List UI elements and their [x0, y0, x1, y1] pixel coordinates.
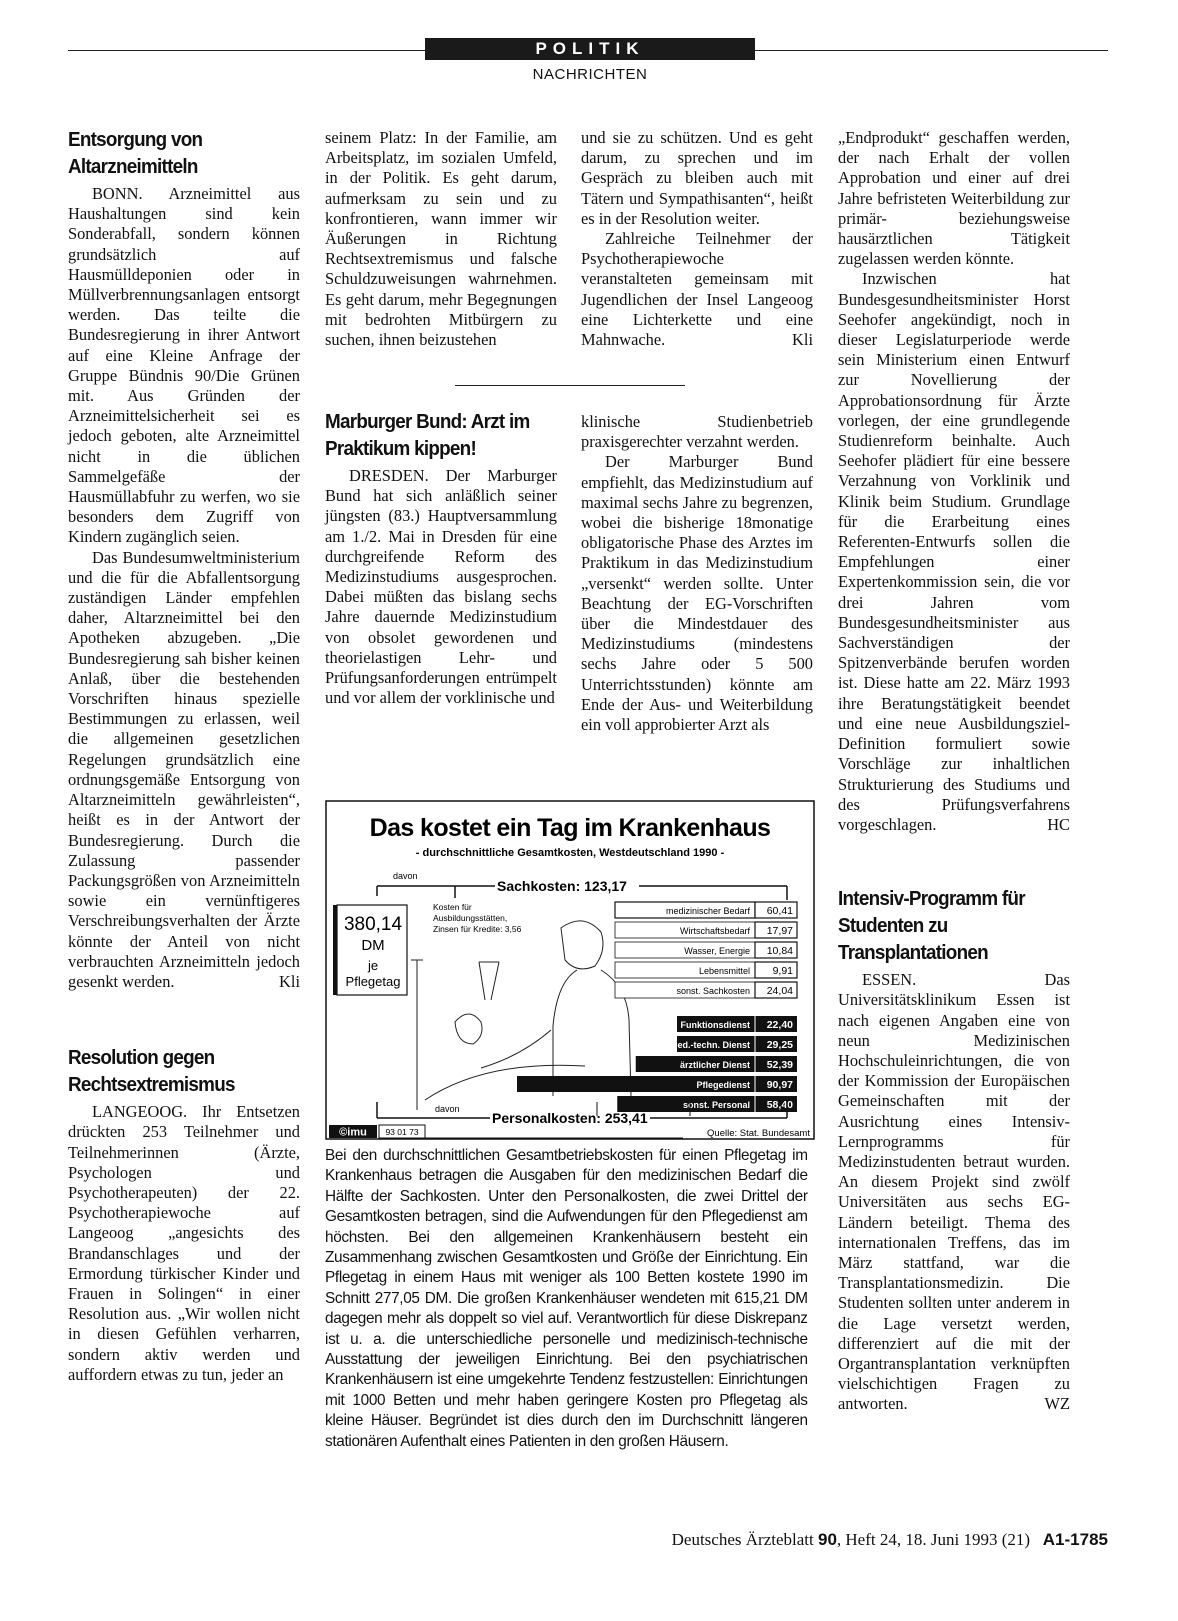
total-per-day: Pflegetag [345, 974, 401, 989]
column-4 [838, 128, 1070, 1415]
sach-label: sonst. Sachkosten [676, 986, 750, 996]
personal-row [669, 1036, 797, 1052]
sach-row [615, 942, 797, 958]
sachkosten-total: Sachkosten: 123,17 [497, 878, 627, 894]
paragraph: „Endprodukt“ geschaffen werden, der nach Erhalt der vollen Approbation und einer auf drei Jahre befristeten Weiterbildung zur primär- beziehungsweise hausärztlichen Tätigkeit zugelassen werden könnte. [838, 128, 1070, 269]
sach-row [615, 982, 797, 998]
article-separator [455, 385, 685, 386]
kosten-note-2: Ausbildungsstätten, [433, 913, 508, 923]
total-per: je [367, 958, 379, 973]
page-footer: Deutsches Ärzteblatt 90, Heft 24, 18. Juni 1993 (21) A1-1785 [671, 1530, 1108, 1549]
personalkosten-total: Personalkosten: 253,41 [492, 1110, 648, 1126]
total-unit: DM [361, 937, 385, 954]
total-value: 380,14 [343, 914, 403, 935]
subsection-label: NACHRICHTEN [532, 66, 648, 83]
sach-value: 24,04 [766, 985, 793, 997]
sach-label: Lebensmittel [698, 966, 750, 976]
column-3-top [581, 128, 813, 350]
personal-label: sonst. Personal [682, 1100, 750, 1110]
sach-value: 17,97 [766, 925, 793, 937]
column-2-mid [325, 408, 557, 708]
personal-value: 90,97 [766, 1079, 793, 1091]
paragraph: Zahlreiche Teilnehmer der Psychotherapiewoche veranstalteten gemeinsam mit Jugendlichen der Insel Langeoog eine Lichterkette und eine Mahnwache. Kli [581, 229, 813, 350]
author-signature: WZ [1044, 1394, 1070, 1414]
graphic-code: 93 01 73 [385, 1127, 419, 1137]
sach-value: 60,41 [766, 905, 793, 917]
sach-row [615, 902, 797, 918]
article-title-resolution: Resolution gegen Rechtsextremismus [68, 1046, 235, 1097]
author-signature: HC [1047, 814, 1070, 834]
davon-label: davon [393, 871, 418, 881]
personal-value: 22,40 [766, 1019, 793, 1031]
infographic-caption: Bei den durchschnittlichen Gesamtbetriebskosten für einen Pflegetag im Krankenhaus betragen die Ausgaben für den medizinischen Bedarf die Hälfte der Sachkosten. Unter den Personalkosten, die zwei Drittel der Gesamtkosten betragen, sind die Aufwendungen für den Pflegedienst am höchsten. Bei den allgemeinen Krankenhäusern besteht ein Zusammenhang zwischen Gesamtkosten und Größe der Einrichtung. Ein Pflegetag in einem Haus mit weniger als 100 Betten kostete 1990 im Schnitt 277,05 DM. Die großen Krankenhäuser wendeten mit 615,21 DM dagegen mehr als doppelt so viel auf. Verantwortlich für diese Diskrepanz ist u. a. die unterschiedliche personelle und medizinisch-technische Ausstattung der jeweiligen Einrichtung. Bei den psychiatrischen Krankenhäusern ist eine umgekehrte Tendenz festzustellen: Einrichtungen mit 1000 Betten und mehr haben geringere Kosten pro Pflegetag als kleine Häuser. Begründet ist dies durch den im Durchschnitt längeren stationären Aufenthalt eines Patienten in den großen Häusern. [325, 1147, 808, 1450]
author-signature: Kli [279, 971, 300, 991]
paragraph: Inzwischen hat Bundesgesundheitsminister Horst Seehofer angekündigt, noch in dieser Legislaturperiode werde sein Ministerium einen Entwurf zur Novellierung der Approbationsordnung für Ärzte vorlegen, der eine grundlegende Studienreform beinhalte. Auch Seehofer plädiert für eine bessere Verzahnung von Vorklinik und Klinik beim Studium. Grundlage für die Erarbeitung eines Referenten-Entwurfs sollen die Empfehlungen einer Expertenkommission sein, die vor drei Jahren vom Bundesgesundheitsminister aus Sachverständigen der Spitzenverbände berufen worden ist. Diese hatte am 22. März 1993 ihre Beratungstätigkeit beendet und eine neue Ausbildungsziel-Definition formuliert sowie Vorschläge zur inhaltlichen Strukturierung des Studiums und des Prüfungsverfahrens vorgeschlagen. HC [838, 269, 1070, 834]
column-1 [68, 126, 300, 1385]
column-3-mid [581, 412, 813, 735]
sach-label: Wirtschaftsbedarf [679, 926, 750, 936]
sach-row [615, 962, 797, 978]
personal-label: med.-techn. Dienst [669, 1040, 750, 1050]
chart-title: Das kostet ein Tag im Krankenhaus [369, 814, 771, 842]
paragraph: BONN. Arzneimittel aus Haushaltungen sind kein Sonderabfall, sondern können grundsätzlich auf Hausmülldeponien oder in Müllverbrennungsanlagen entsorgt werden. Das teilte die Bundesregierung in ihrer Antwort auf eine Kleine Anfrage der Gruppe Bündnis 90/Die Grünen mit. Aus Gründen der Arzneimittelsicherheit sei es jedoch geboten, alte Arzneimittel nicht in die üblichen Sammelgefäße der Hausmüllabfuhr zu werfen, wo sie besonders dem Zugriff von Kindern zugänglich seien. [68, 184, 300, 547]
sach-label: Wasser, Energie [684, 946, 750, 956]
personal-row [636, 1056, 797, 1072]
paragraph: und sie zu schützen. Und es geht darum, zu sprechen und im Gespräch zu bleiben auch mit Tätern und Sympathisanten“, heißt es in der Resolution weiter. [581, 128, 813, 228]
paragraph: Der Marburger Bund empfiehlt, das Medizinstudium auf maximal sechs Jahre zu begrenzen, wobei die bisherige 18monatige obligatorische Phase des Arztes im Praktikum in das Medizinstudium „versenkt“ werden sollte. Unter Beachtung der EG-Vorschriften über die Mindestdauer des Medizinstudiums (mindestens sechs Jahre oder 5 500 Unterrichtsstunden) könnte am Ende der Aus- und Weiterbildung ein voll approbierter Arzt als [581, 452, 813, 735]
sach-value: 9,91 [772, 965, 793, 977]
article-title-entsorgung: Entsorgung von Altarzneimitteln [68, 128, 203, 178]
paragraph: DRESDEN. Der Marburger Bund hat sich anläßlich seiner jüngsten (83.) Hauptversammlung am 1./2. Mai in Dresden für eine durchgreifende Reform des Medizinstudiums ausgesprochen. Dabei müßten das bislang sechs Jahre dauernde Medizinstudium von obsolet gewordenen und theorielastigen Lehr- und Prüfungsanforderungen entrümpelt und vor allem der vorklinische und [325, 466, 557, 708]
sachkosten-bars [615, 902, 797, 998]
personal-row [677, 1016, 797, 1032]
paragraph: klinische Studienbetrieb praxisgerechter verzahnt werden. [581, 412, 813, 452]
article-title-intensiv: Intensiv-Programm für Studenten zu Transplantationen [838, 887, 1025, 965]
column-2-top [325, 128, 557, 350]
personal-value: 52,39 [766, 1059, 793, 1071]
paragraph: LANGEOOG. Ihr Entsetzen drückten 253 Teilnehmer und Teilnehmerinnen (Ärzte, Psychologen und Psychotherapeuten) der 22. Psychotherapiewoche auf Langeoog „angesichts des Brandanschlages und der Ermordung türkischer Kinder und Frauen in Solingen“ in einer Resolution aus. „Wir wollen nicht in diesen Gefühlen verharren, sondern aktiv werden und auffordern etwas zu tun, jeder an [68, 1102, 300, 1384]
kosten-note-3: Zinsen für Kredite: 3,56 [433, 924, 522, 934]
sach-row [615, 922, 797, 938]
personal-label: ärztlicher Dienst [679, 1060, 750, 1070]
davon-label-personal: davon [435, 1104, 460, 1114]
personal-label: Pflegedienst [696, 1080, 750, 1090]
personal-row [517, 1076, 797, 1092]
paragraph: Das Bundesumweltministerium und die für die Abfallentsorgung zuständigen Länder empfehlen daher, Altarzneimittel bei den Apotheken abzugeben. „Die Bundesregierung sah bisher keinen Anlaß, über die bestehenden Vorschriften hinaus spezielle Bestimmungen zu erlassen, weil die allgemeinen gesetzlichen Regelungen grundsätzlich eine ordnungsgemäße Entsorgung von Altarzneimitteln gewährleisten“, heißt es in der Antwort der Bundesregierung. Durch die Zulassung passender Packungsgrößen von Arzneimitteln sowie ein vernünftigeres Verschreibungsverhalten der Ärzte könnte der Anteil von nicht verbrauchten Arzneimitteln jedoch gesenkt werden. Kli [68, 547, 300, 991]
article-title-marburger: Marburger Bund: Arzt im Praktikum kippen! [325, 410, 530, 460]
paragraph: seinem Platz: In der Familie, am Arbeitsplatz, im sozialen Umfeld, in der Politik. Es geht darum, aufmerksam zu sein und zu konfrontieren, wann immer wir Äußerungen in Richtung Rechtsextremismus und falsche Schuldzuweisungen wahrnehmen. Es geht darum, mehr Begegnungen mit bedrohten Mitbürgern zu suchen, ihnen beizustehen [325, 128, 557, 350]
kosten-note-1: Kosten für [433, 902, 472, 912]
chart-subtitle: - durchschnittliche Gesamtkosten, Westdeutschland 1990 - [415, 847, 725, 859]
sach-label: medizinischer Bedarf [665, 906, 750, 916]
cost-infographic [325, 800, 815, 1140]
author-signature: Kli [792, 330, 813, 350]
personal-value: 58,40 [766, 1099, 793, 1111]
personal-label: Funktionsdienst [680, 1020, 750, 1030]
section-label: POLITIK [425, 38, 755, 60]
sach-value: 10,84 [766, 945, 793, 957]
source-label: Quelle: Stat. Bundesamt [707, 1128, 810, 1139]
personal-value: 29,25 [766, 1039, 793, 1051]
paragraph: ESSEN. Das Universitätsklinikum Essen ist nach eigenen Angaben eine von neun Medizinischen Hochschuleinrichtungen, die von der Kommission der Europäischen Gemeinschaften mit der Ausrichtung eines Intensiv-Lernprogramms für Medizinstudenten betraut wurden. An diesem Projekt sind zwölf Universitäten aus sechs EG-Ländern beteiligt. Thema des internationalen Treffens, das im März stattfand, war die Transplantationsmedizin. Die Studenten sollten unter anderem in die Lage versetzt werden, differenziert auf die mit der Organtransplantation verknüpften vielschichtigen Fragen zu antworten. WZ [838, 970, 1070, 1414]
imu-logo: ©imu [339, 1126, 367, 1139]
